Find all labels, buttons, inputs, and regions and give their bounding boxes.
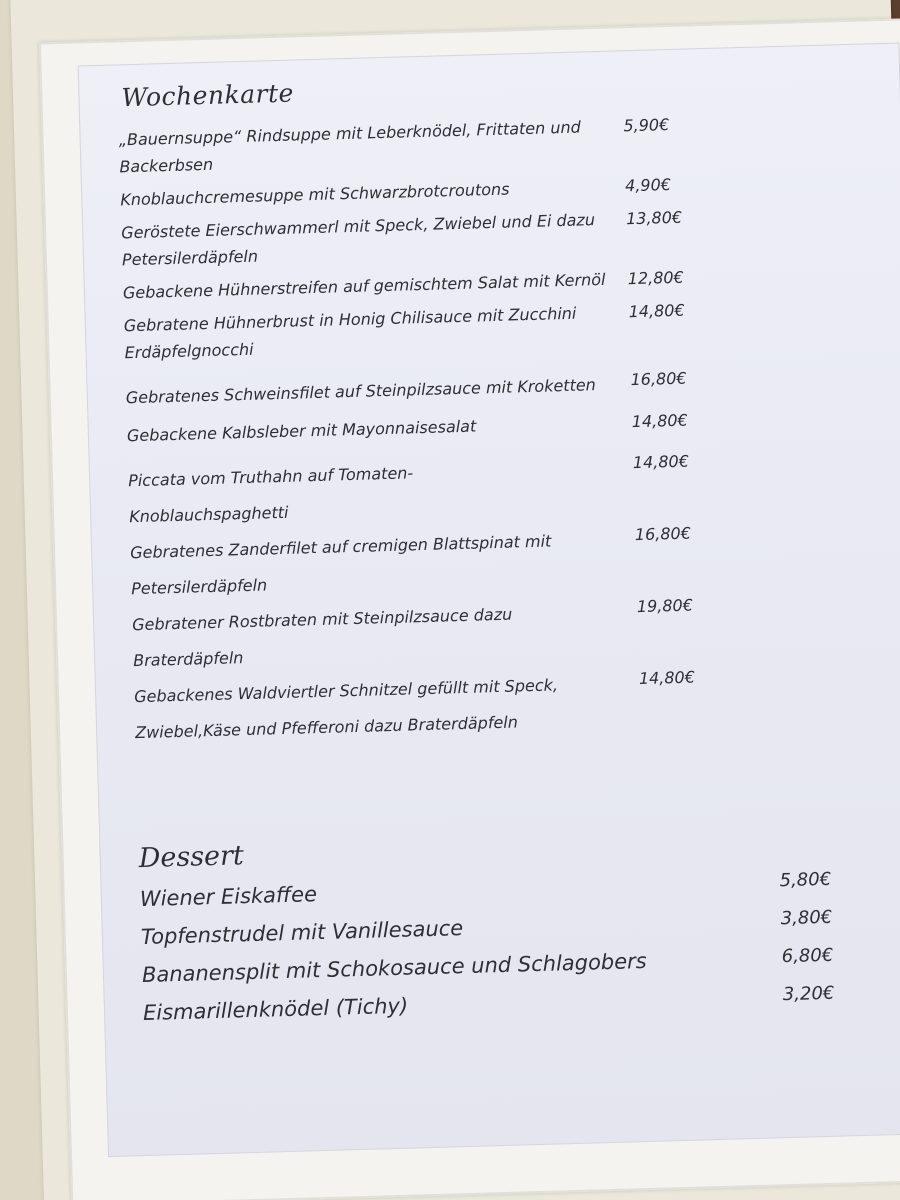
menu-item-name: Gebackene Kalbsleber mit Mayonnaisesalat	[126, 416, 477, 446]
menu-item-price: 14,80€	[632, 451, 690, 473]
menu-item	[118, 110, 719, 181]
dessert-item-name: Topfenstrudel mit Vanillesauce	[140, 916, 464, 950]
menu-card	[39, 18, 900, 1200]
menu-item-name: Geröstete Eierschwammerl mit Speck, Zwiebel und Ei dazu Petersilerdäpfeln	[121, 210, 596, 270]
menu-item-name: Gebackenes Waldviertler Schnitzel gefüllt mit Speck, Zwiebel,Käse und Pfefferoni dazu Braterdäpfeln	[133, 675, 559, 743]
dessert-item-price: 3,80€	[780, 906, 833, 930]
dessert-list	[139, 863, 835, 1032]
menu-item-price: 13,80€	[625, 207, 683, 229]
menu-item-name: Gebratener Rostbraten mit Steinpilzsauce dazu Braterdäpfeln	[131, 604, 513, 671]
menu-item-name: Piccata vom Truthahn auf Tomaten-Knoblauchspaghetti	[127, 463, 414, 527]
menu-item-price: 14,80€	[628, 300, 685, 322]
menu-item-name: Gebratenes Zanderfilet auf cremigen Blattspinat mit Petersilerdäpfeln	[129, 531, 552, 599]
menu-item-price: 12,80€	[627, 267, 684, 289]
menu-item-price: 19,80€	[636, 595, 694, 617]
menu-item-price: 4,90€	[624, 174, 672, 196]
menu-title: Wochenkarte	[121, 78, 295, 113]
dessert-item-name: Eismarillenknödel (Tichy)	[142, 993, 409, 1026]
menu-item-name: Gebratenes Schweinsfilet auf Steinpilzsauce mit Kroketten	[125, 375, 597, 408]
dessert-item-name: Wiener Eiskaffee	[139, 882, 318, 912]
dessert-item-price: 6,80€	[781, 944, 834, 968]
dessert-title: Dessert	[138, 840, 245, 875]
menu-item-price: 14,80€	[631, 410, 688, 432]
menu-item-price: 16,80€	[630, 368, 687, 390]
menu-item	[123, 296, 724, 367]
menu-item-price: 16,80€	[634, 523, 692, 545]
dessert-item-price: 5,80€	[779, 868, 832, 892]
menu-item-name: Gebackene Hühnerstreifen auf gemischtem Salat mit Kernöl	[122, 269, 606, 303]
menu-item-name: „Bauernsuppe“ Rindsuppe mit Leberknödel, Frittaten und Backerbsen	[118, 117, 582, 177]
menu-item	[121, 203, 722, 274]
menu-item-price: 5,90€	[623, 115, 670, 136]
dessert-item-price: 3,20€	[782, 982, 835, 1006]
menu-item-price: 14,80€	[638, 667, 696, 689]
weekly-menu	[117, 67, 835, 1032]
dessert-item-name: Bananensplit mit Schokosauce und Schlagobers	[141, 948, 648, 988]
menu-item	[134, 662, 736, 751]
menu-sheet	[78, 43, 900, 1158]
menu-item-name: Knoblauchcremesuppe mit Schwarzbrotcroutons	[120, 179, 510, 210]
menu-item-name: Gebratene Hühnerbrust in Honig Chilisauce mit Zucchini Erdäpfelgnocchi	[123, 303, 577, 363]
